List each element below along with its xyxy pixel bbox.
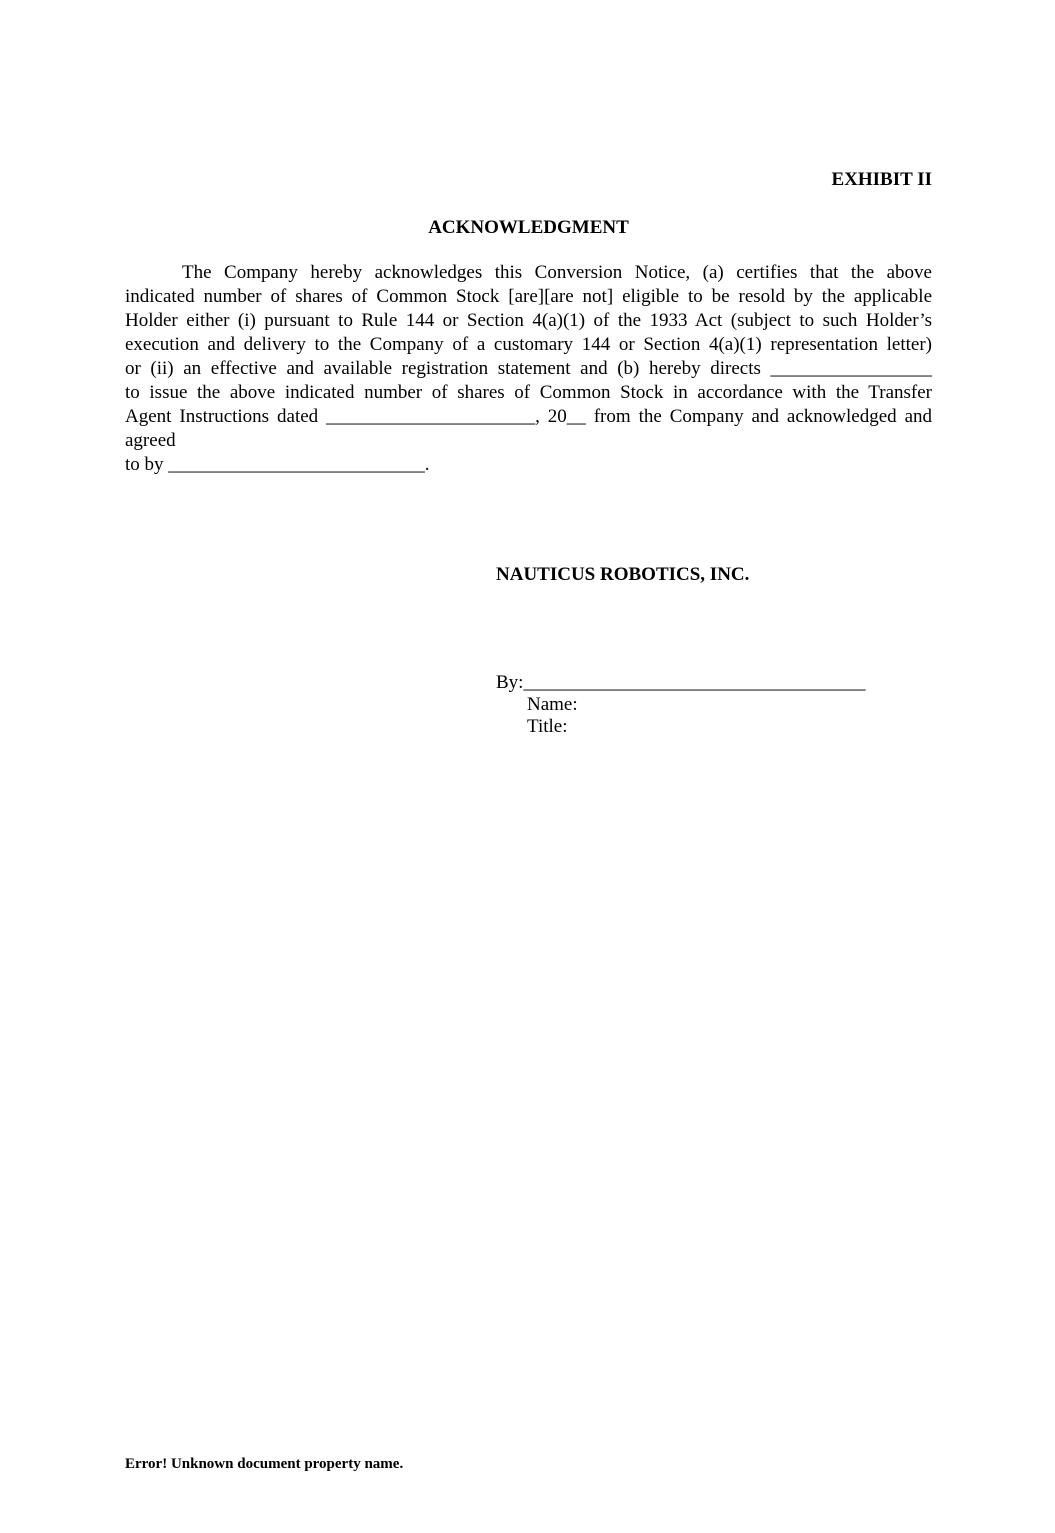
acknowledgment-paragraph bbox=[125, 261, 932, 477]
paragraph-line: execution and delivery to the Company of a customary 144 or Section 4(a)(1) representation letter) bbox=[125, 334, 932, 355]
by-label: By: bbox=[496, 672, 524, 693]
name-label: Name: bbox=[527, 694, 578, 715]
paragraph-line: indicated number of shares of Common Stock [are][are not] eligible to be resold by the applicable bbox=[125, 286, 932, 307]
paragraph-line: Agent Instructions dated ______________________, 20__ from the Company and acknowledged and agreed bbox=[125, 406, 932, 451]
title-label: Title: bbox=[527, 716, 568, 737]
paragraph-line: to by ___________________________. bbox=[125, 454, 430, 475]
paragraph-line: to issue the above indicated number of shares of Common Stock in accordance with the Transfer bbox=[125, 382, 932, 403]
document-title: ACKNOWLEDGMENT bbox=[428, 217, 629, 238]
signature-block bbox=[496, 672, 932, 738]
paragraph-line: The Company hereby acknowledges this Conversion Notice, (a) certifies that the above bbox=[182, 262, 932, 283]
paragraph-line: or (ii) an effective and available registration statement and (b) hereby directs _________________ bbox=[125, 358, 932, 379]
signature-by-row bbox=[496, 672, 932, 694]
paragraph-line: Holder either (i) pursuant to Rule 144 or Section 4(a)(1) of the 1933 Act (subject to such Holder’s bbox=[125, 310, 932, 331]
document-page bbox=[0, 168, 1055, 1533]
company-name: NAUTICUS ROBOTICS, INC. bbox=[496, 564, 750, 585]
by-signature-line: ____________________________________ bbox=[523, 672, 866, 693]
footer-error-text: Error! Unknown document property name. bbox=[125, 1456, 404, 1472]
document-content bbox=[0, 168, 1055, 738]
exhibit-label: EXHIBIT II bbox=[831, 169, 932, 190]
